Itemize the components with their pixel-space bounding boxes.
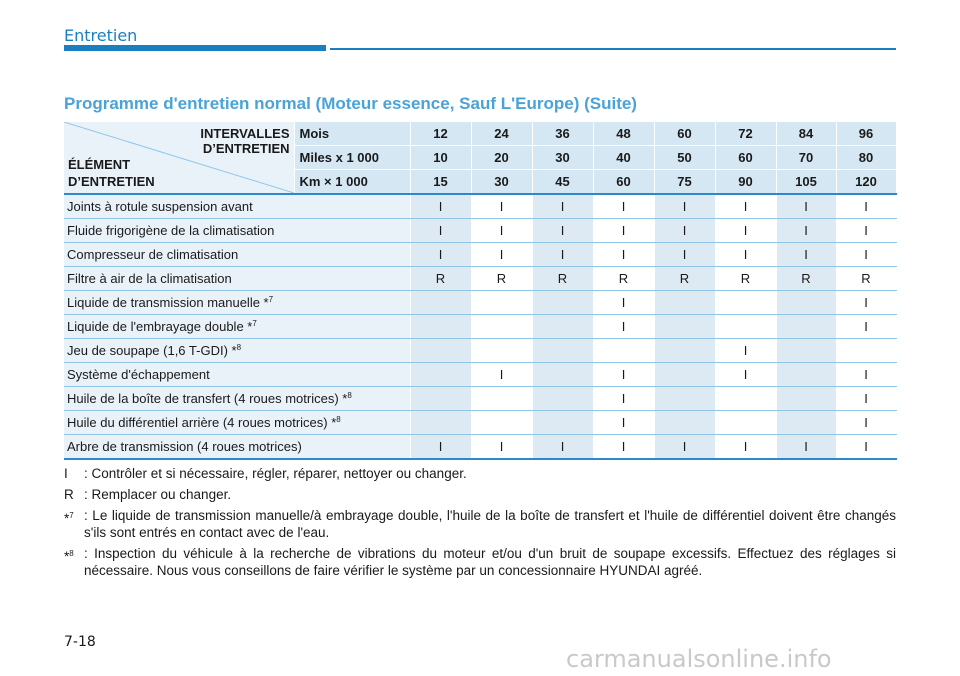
maintenance-action-cell: I — [532, 194, 593, 219]
legend-note — [64, 545, 896, 579]
maintenance-action-cell: R — [532, 267, 593, 291]
maintenance-action-cell: I — [471, 194, 532, 219]
maintenance-item-text: Système d'échappement — [67, 367, 210, 382]
interval-value: 75 — [654, 170, 715, 195]
page-title: Programme d'entretien normal (Moteur essence, Sauf L'Europe) (Suite) — [64, 94, 637, 113]
maintenance-item-text: Liquide de l'embrayage double * — [67, 319, 253, 334]
maintenance-action-cell: I — [836, 411, 896, 435]
maintenance-action-cell — [836, 339, 896, 363]
corner-header-cell — [64, 122, 294, 194]
table-row — [64, 243, 896, 267]
legend-text: : Remplacer ou changer. — [84, 487, 232, 502]
maintenance-action-cell — [471, 291, 532, 315]
interval-value: 90 — [715, 170, 776, 195]
maintenance-item-label — [64, 411, 410, 435]
maintenance-item-label — [64, 194, 410, 219]
maintenance-item-label — [64, 243, 410, 267]
maintenance-action-cell — [776, 363, 836, 387]
maintenance-item-text: Huile de la boîte de transfert (4 roues motrices) * — [67, 391, 348, 406]
maintenance-action-cell: I — [593, 363, 654, 387]
table-row — [64, 315, 896, 339]
maintenance-action-cell: R — [593, 267, 654, 291]
maintenance-item-label — [64, 267, 410, 291]
footnote-marker: 8 — [336, 415, 341, 424]
maintenance-item-text: Compresseur de climatisation — [67, 247, 239, 262]
interval-value: 15 — [410, 170, 471, 195]
maintenance-action-cell: I — [532, 243, 593, 267]
maintenance-action-cell: I — [410, 435, 471, 460]
maintenance-item-text: Liquide de transmission manuelle * — [67, 295, 269, 310]
maintenance-action-cell — [471, 339, 532, 363]
maintenance-action-cell — [654, 387, 715, 411]
maintenance-item-text: Filtre à air de la climatisation — [67, 271, 232, 286]
maintenance-action-cell: I — [836, 387, 896, 411]
interval-unit-label: Km × 1 000 — [294, 170, 410, 195]
table-row — [64, 339, 896, 363]
interval-value: 120 — [836, 170, 896, 195]
maintenance-action-cell — [715, 291, 776, 315]
table-row — [64, 219, 896, 243]
maintenance-action-cell — [776, 339, 836, 363]
maintenance-action-cell — [410, 291, 471, 315]
maintenance-action-cell: I — [836, 363, 896, 387]
maintenance-action-cell: I — [654, 194, 715, 219]
maintenance-action-cell — [410, 363, 471, 387]
maintenance-action-cell: I — [410, 219, 471, 243]
maintenance-action-cell: I — [410, 243, 471, 267]
maintenance-action-cell: I — [471, 435, 532, 460]
header-rule-thin — [330, 48, 896, 50]
table-row — [64, 267, 896, 291]
maintenance-action-cell — [532, 363, 593, 387]
maintenance-action-cell: I — [593, 315, 654, 339]
interval-value: 50 — [654, 146, 715, 170]
legend-key — [64, 465, 84, 482]
maintenance-action-cell — [776, 291, 836, 315]
maintenance-action-cell: R — [654, 267, 715, 291]
maintenance-action-cell — [532, 387, 593, 411]
interval-value: 60 — [593, 170, 654, 195]
footnote-marker: 7 — [252, 319, 257, 328]
maintenance-item-text: Arbre de transmission (4 roues motrices) — [67, 439, 302, 454]
maintenance-item-label — [64, 339, 410, 363]
legend-key — [64, 545, 84, 579]
interval-value: 45 — [532, 170, 593, 195]
legend-key-symbol: * — [64, 549, 70, 564]
interval-value: 60 — [654, 122, 715, 146]
interval-unit-label: Mois — [294, 122, 410, 146]
footnote-marker: 8 — [347, 391, 352, 400]
legend-text: : Inspection du véhicule à la recherche de vibrations du moteur et/ou d'un bruit de soupape excessifs. Effectuez des réglages si nécessaire. Nous vous conseillons de faire vérifier le système par un concessionnaire HYUNDAI agréé. — [84, 546, 896, 578]
maintenance-action-cell — [654, 363, 715, 387]
interval-value: 72 — [715, 122, 776, 146]
maintenance-action-cell: I — [776, 219, 836, 243]
maintenance-action-cell — [715, 411, 776, 435]
legend-text: : Contrôler et si nécessaire, régler, réparer, nettoyer ou changer. — [84, 466, 467, 481]
maintenance-action-cell: I — [593, 243, 654, 267]
maintenance-action-cell — [593, 339, 654, 363]
maintenance-action-cell — [471, 387, 532, 411]
interval-value: 12 — [410, 122, 471, 146]
maintenance-action-cell — [654, 315, 715, 339]
footnote-marker: 7 — [69, 511, 74, 520]
maintenance-action-cell: I — [593, 219, 654, 243]
interval-value: 60 — [715, 146, 776, 170]
maintenance-action-cell: I — [532, 435, 593, 460]
maintenance-action-cell: I — [593, 291, 654, 315]
maintenance-action-cell — [471, 411, 532, 435]
interval-value: 70 — [776, 146, 836, 170]
maintenance-action-cell: R — [410, 267, 471, 291]
legend-note — [64, 486, 896, 503]
maintenance-action-cell — [715, 387, 776, 411]
interval-value: 10 — [410, 146, 471, 170]
maintenance-item-label — [64, 219, 410, 243]
legend-notes — [64, 465, 896, 583]
maintenance-action-cell: I — [715, 435, 776, 460]
maintenance-action-cell: I — [776, 435, 836, 460]
header-rule-thick — [64, 45, 326, 51]
maintenance-item-label — [64, 435, 410, 460]
interval-value: 48 — [593, 122, 654, 146]
maintenance-item-text: Joints à rotule suspension avant — [67, 199, 253, 214]
corner-label-items: ÉLÉMENT D’ENTRETIEN — [68, 157, 155, 189]
maintenance-action-cell — [654, 339, 715, 363]
maintenance-action-cell: R — [715, 267, 776, 291]
maintenance-action-cell — [410, 315, 471, 339]
maintenance-action-cell — [532, 315, 593, 339]
maintenance-action-cell: I — [410, 194, 471, 219]
maintenance-item-text: Jeu de soupape (1,6 T-GDI) * — [67, 343, 237, 358]
legend-key-symbol: R — [64, 487, 74, 502]
footnote-marker: 8 — [236, 343, 242, 352]
maintenance-action-cell: I — [836, 194, 896, 219]
table-row — [64, 194, 896, 219]
maintenance-action-cell: I — [776, 194, 836, 219]
maintenance-item-label — [64, 387, 410, 411]
maintenance-action-cell — [654, 411, 715, 435]
maintenance-action-cell — [715, 315, 776, 339]
interval-value: 84 — [776, 122, 836, 146]
interval-value: 20 — [471, 146, 532, 170]
maintenance-action-cell — [410, 339, 471, 363]
legend-note — [64, 507, 896, 541]
maintenance-action-cell: I — [715, 194, 776, 219]
page-number: 7-18 — [64, 634, 96, 650]
maintenance-item-text: Huile du différentiel arrière (4 roues motrices) * — [67, 415, 337, 430]
maintenance-action-cell: I — [593, 411, 654, 435]
maintenance-action-cell: I — [532, 219, 593, 243]
maintenance-action-cell: I — [593, 435, 654, 460]
maintenance-action-cell: I — [593, 387, 654, 411]
maintenance-action-cell — [532, 411, 593, 435]
maintenance-action-cell — [776, 411, 836, 435]
maintenance-action-cell — [654, 291, 715, 315]
table-row — [64, 387, 896, 411]
maintenance-action-cell: I — [471, 219, 532, 243]
maintenance-item-label — [64, 315, 410, 339]
legend-key-symbol: I — [64, 466, 68, 481]
legend-key — [64, 507, 84, 541]
interval-value: 30 — [532, 146, 593, 170]
table-row — [64, 363, 896, 387]
maintenance-action-cell: I — [776, 243, 836, 267]
maintenance-action-cell: I — [471, 243, 532, 267]
watermark: carmanualsonline.info — [566, 645, 832, 673]
section-label: Entretien — [64, 26, 138, 45]
maintenance-action-cell — [532, 339, 593, 363]
legend-key-symbol: * — [64, 511, 70, 526]
corner-label-intervals: INTERVALLES D’ENTRETIEN — [200, 126, 290, 156]
maintenance-action-cell — [410, 411, 471, 435]
maintenance-action-cell: I — [654, 243, 715, 267]
maintenance-action-cell: I — [836, 315, 896, 339]
maintenance-item-text: Fluide frigorigène de la climatisation — [67, 223, 275, 238]
maintenance-action-cell — [471, 315, 532, 339]
maintenance-action-cell: I — [836, 435, 896, 460]
maintenance-action-cell: R — [471, 267, 532, 291]
legend-key — [64, 486, 84, 503]
maintenance-action-cell: I — [836, 219, 896, 243]
maintenance-action-cell: I — [715, 219, 776, 243]
table-row — [64, 291, 896, 315]
maintenance-action-cell: I — [836, 243, 896, 267]
interval-value: 96 — [836, 122, 896, 146]
maintenance-action-cell: R — [836, 267, 896, 291]
legend-note — [64, 465, 896, 482]
maintenance-action-cell: I — [654, 435, 715, 460]
interval-value: 40 — [593, 146, 654, 170]
interval-unit-label: Miles x 1 000 — [294, 146, 410, 170]
maintenance-action-cell — [532, 291, 593, 315]
interval-value: 80 — [836, 146, 896, 170]
maintenance-action-cell: I — [836, 291, 896, 315]
interval-value: 24 — [471, 122, 532, 146]
interval-header-row — [64, 122, 896, 146]
maintenance-action-cell: I — [715, 339, 776, 363]
table-row — [64, 411, 896, 435]
maintenance-action-cell: I — [715, 243, 776, 267]
maintenance-action-cell: R — [776, 267, 836, 291]
maintenance-action-cell: I — [593, 194, 654, 219]
maintenance-action-cell: I — [715, 363, 776, 387]
maintenance-action-cell — [776, 315, 836, 339]
maintenance-action-cell — [776, 387, 836, 411]
maintenance-schedule-table — [64, 122, 897, 460]
maintenance-item-label — [64, 363, 410, 387]
maintenance-action-cell: I — [654, 219, 715, 243]
legend-text: : Le liquide de transmission manuelle/à embrayage double, l'huile de la boîte de transfert et l'huile de différentiel doivent être changés s'ils sont entrés en contact avec de l'eau. — [84, 508, 896, 540]
footnote-marker: 7 — [268, 295, 274, 304]
interval-value: 30 — [471, 170, 532, 195]
interval-value: 105 — [776, 170, 836, 195]
maintenance-action-cell — [410, 387, 471, 411]
table-row — [64, 435, 896, 460]
maintenance-item-label — [64, 291, 410, 315]
footnote-marker: 8 — [69, 549, 74, 558]
interval-value: 36 — [532, 122, 593, 146]
maintenance-action-cell: I — [471, 363, 532, 387]
